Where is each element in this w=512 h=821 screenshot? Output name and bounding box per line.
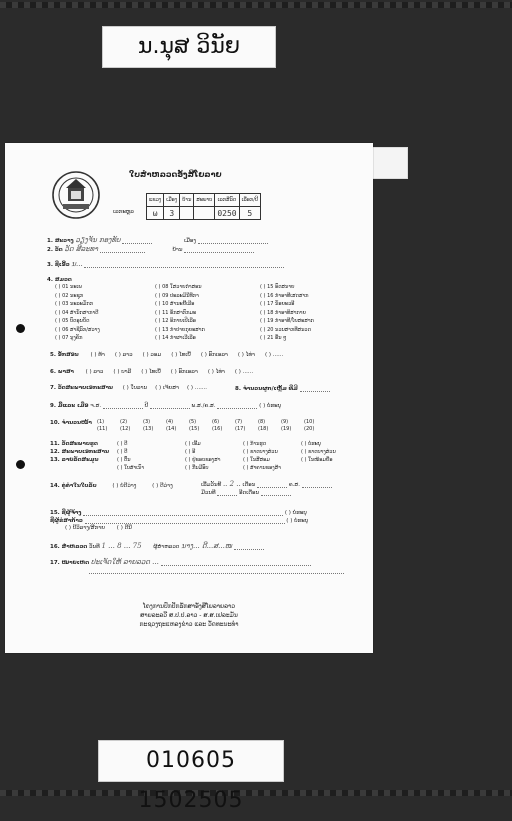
field-16-day: ວັນທີ	[89, 544, 100, 550]
option-item: ( ) ຂາດບາງສ່ວນ	[301, 449, 336, 455]
field-4-option: ( ) 17 ນັອຍະວອີ	[260, 301, 295, 307]
field-15b	[50, 517, 308, 524]
option-item: ( ) ໃນໜ້ອມຍື່ອ	[301, 457, 333, 463]
field-5-option: ( ) ອົກເອລາ	[200, 352, 228, 358]
option-item: ( ) ຢູ່ຂອບຂອງສາ	[185, 457, 221, 463]
field-4-option: ( ) 14 ກຳຜາເວີເລີອ	[155, 335, 196, 341]
field-4-option: ( ) 05 ບົດອຸນບັດ	[55, 318, 90, 324]
footer-line-3: ກະຊວງຖະແຫລງຂ່າວ ແລະ ວັດທະນະທຳ	[139, 621, 239, 628]
field-4-option: ( ) 20 ນວນສາກທີສນວດ	[260, 326, 311, 333]
bottom-label-card: 010605 1502505	[98, 740, 284, 782]
film-edge-bottom	[0, 790, 512, 796]
field-4-option: ( ) 13 ກຳປາຍກຸຍະສາກ	[155, 326, 205, 333]
field-7-option: ( ) .......	[187, 385, 208, 391]
field-10-column: (16)	[212, 426, 223, 432]
option-item: ( ) ສຳຄານຂອງສ້າ	[243, 465, 281, 471]
field-6-option: ( ) ບາລີ	[113, 369, 132, 375]
field-17-line2	[89, 567, 344, 574]
field-3	[47, 260, 284, 268]
field-10-column: (15)	[189, 426, 200, 432]
field-14-era: ຄ.ສ.	[288, 482, 301, 488]
footer-line-1: ໂຄງການປົກປັກຮັກສາອັງສີໂຍລາຍລາວ	[142, 603, 236, 610]
field-10-column: (12)	[120, 426, 131, 432]
code-value: 3	[164, 207, 180, 220]
code-header: ເລກສີລົດ	[215, 194, 239, 207]
field-2-right-label: ບ້ານ	[172, 247, 183, 253]
field-2-label: 2. ວັດ	[47, 247, 63, 253]
field-5-option: ( ) ......	[264, 352, 284, 358]
field-17-label: 17. ໝາຍເຫດ	[50, 560, 90, 566]
field-3-label: 3. ຊື່ເອີ້ວ	[47, 262, 70, 268]
field-10-column: (6)	[212, 419, 220, 425]
field-7-option: ( ) ໃບລານ	[122, 385, 148, 391]
option-item: ( ) ດີ	[117, 441, 128, 447]
code-header: ເມືອງ	[164, 194, 180, 207]
seal-logo	[51, 170, 101, 220]
field-15-opt2: ( ) ດີນີ	[116, 525, 132, 531]
field-15	[50, 509, 307, 516]
field-15-opts	[65, 525, 132, 531]
field-6-option: ( ) ລາວ	[85, 369, 104, 375]
field-4-option: ( ) 18 ກຳອາທິສາກາຍ	[260, 309, 306, 316]
code-value: 5	[239, 207, 260, 220]
field-10-column: (5)	[189, 419, 197, 425]
field-10-column: (2)	[120, 419, 128, 425]
code-value	[180, 207, 194, 220]
field-10-column: (18)	[258, 426, 269, 432]
field-4-option: ( ) 09 ປະລະມິນີທີກາ	[155, 292, 199, 299]
field-5-option: ( ) ໄທເບີ້	[171, 352, 191, 358]
option-item: ( ) ບໍ່ຮະບຸ	[301, 441, 321, 447]
field-6-option: ( ) ໄທ່າ	[207, 369, 225, 375]
reference-label: ເລກະຫຼລ	[113, 209, 134, 215]
field-4-option: ( ) 03 ນະລະມັກກ	[55, 301, 94, 307]
field-15-label2: ຊື່ຜູ້ຂໍສາກ້າວ	[50, 518, 83, 524]
field-9-label: 9. ມື້ແລະ ເມື່ອ	[50, 403, 89, 409]
field-6-option: ( ) ......	[234, 369, 254, 375]
option-item: ( ) ກ້ານຮູດ	[243, 441, 267, 447]
code-header: ແຂວງ	[147, 194, 164, 207]
field-6-option: ( ) ໄທເບີ້	[141, 369, 161, 375]
field-14-opt1: ( ) ບໍ່ດີວ່າງ	[112, 483, 137, 489]
field-10-column: (4)	[166, 419, 174, 425]
field-10-column: (7)	[235, 419, 243, 425]
field-10-column: (1)	[97, 419, 105, 425]
code-header: ເລືອກ/ປີ	[239, 194, 260, 207]
code-grid	[146, 193, 261, 220]
field-4-label: 4. ສມວດ	[47, 277, 72, 283]
field-7-option: ( ) ເຈ້ຍສາ	[155, 385, 180, 391]
field-16-surveyor: ຜູ້ສຳຫລວດ	[153, 544, 180, 550]
option-item: ( ) ເອີ້ມ	[185, 441, 201, 447]
field-8-label: 8. ຈຳນວນຜູກ/ເຫຼັ້ມ ທີ່ມີ	[235, 386, 298, 392]
field-1-right-label: ເມືອງ	[183, 238, 197, 244]
field-4-option: ( ) 02 ນະຊຸກ	[55, 292, 84, 299]
field-10-column: (20)	[304, 426, 315, 432]
top-label-card: ນ.ນຸສ ວິນັຍ	[102, 26, 276, 68]
option-item: ( ) ກີ່ນມີອົບ	[185, 465, 209, 471]
document-title: ໃບສຳຫລວດອັງສີໂຍລາຍ	[129, 170, 222, 179]
option-item: ( ) ໃນສີສອມ	[243, 457, 270, 463]
field-9-era: ຈ.ສ.	[90, 403, 102, 409]
field-13-label: 13. ລາຍລັດສະມຸນ	[50, 457, 99, 463]
field-6	[50, 369, 253, 375]
field-4-option: ( ) 08 ໃສວາຍກຳສອນ	[155, 284, 202, 290]
field-15-unspecified-2: ( ) ບໍ່ຮະບຸ	[286, 518, 309, 524]
field-4-option: ( ) 19 ກຳອາທີ/ໂຍສະສາກ	[260, 318, 314, 324]
field-15-opt1: ( ) ບີວິລາງ/ສີກາຍ	[65, 525, 106, 531]
field-11-label: 11. ວັດສະພາບຂູດ	[50, 441, 98, 447]
field-15-label: 15. ຊື່ຜູ້ຈ້າງ	[50, 510, 82, 516]
field-9-year: ປີ	[144, 403, 149, 409]
field-4-option: ( ) 15 ອົດສນາຍ	[260, 284, 295, 290]
field-4-option: ( ) 04 ສຳນັກສາກາດີ	[55, 309, 99, 316]
field-4-option: ( ) 07 ນຸງຄັກ	[55, 335, 83, 341]
field-8	[235, 385, 330, 392]
field-16	[50, 542, 264, 550]
field-4-option: ( ) 11 ອຶກສາກົກມະ	[155, 309, 197, 316]
field-4-option: ( ) 01 ນະເພ	[55, 284, 82, 290]
field-12-label: 12. ສະພາບເອກະສານ	[50, 449, 109, 455]
code-header: ບ້ານ	[180, 194, 194, 207]
field-10-column: (3)	[143, 419, 151, 425]
code-value: ω	[147, 207, 164, 220]
field-9-unspecified: ( ) ບໍ່ຮະບຸ	[259, 403, 282, 409]
field-4-option: ( ) 12 ອິກາຍເປີເລີອ	[155, 318, 196, 324]
film-edge-top	[0, 2, 512, 8]
field-9-era2: ພ.ສ./ຄ.ສ.	[191, 403, 216, 409]
field-10-column: (17)	[235, 426, 246, 432]
field-6-option: ( ) ອົກເອລາ	[170, 369, 198, 375]
field-16-surveyor-value: ນາງ... ດີ...ສ...ໜ	[181, 542, 233, 550]
option-item: ( ) ອີ	[185, 449, 196, 455]
option-item: ( ) ຕົ້ນ	[117, 457, 131, 463]
field-14-end-month: ອີດເດືອນ	[239, 490, 260, 496]
field-1-label: 1. ສະວາງ	[47, 238, 74, 244]
field-1	[47, 236, 268, 244]
field-17-note: ປະເຈັດໃຫ້ ລາຍລວດ ...	[90, 558, 159, 566]
field-1-value: ວຽງຈັນ ກອງທັບ	[75, 236, 121, 244]
field-3-value: ນ...	[71, 260, 83, 268]
field-6-label: 6. ພາສາ	[50, 369, 74, 375]
field-14-dates: ເລີ້ມວັນທີ .. 2 .. ເດືອນ ຄ.ສ.	[201, 480, 332, 488]
field-7	[50, 385, 207, 391]
field-9	[50, 402, 281, 409]
field-14-end-day: ມີວນທີ	[201, 490, 216, 496]
field-10-column: (19)	[281, 426, 292, 432]
punch-hole	[16, 460, 25, 469]
field-14-dates-2	[201, 489, 291, 496]
field-16-date-value: 1 ... 8 ... 75	[101, 542, 142, 550]
field-5-label: 5. ອັກສອນ	[50, 352, 79, 358]
field-10-label: 10. ຈຳນວນໜ້າ	[50, 420, 92, 426]
field-4-option: ( ) 16 ກຳອາທີເສດສາກ	[260, 292, 309, 299]
field-4-option: ( ) 10 ສຳນະຍີ້ເລີອ	[155, 301, 195, 307]
code-header: ສະພາບ	[194, 194, 215, 207]
field-14-month: ເດືອນ	[242, 482, 256, 488]
option-item: ( ) ໃບສຳເນົາ	[117, 465, 145, 471]
field-5-option: ( ) ລາວ	[114, 352, 133, 358]
option-item: ( ) ຂາດບາງສ່ວນ	[243, 449, 278, 455]
field-15-unspecified-1: ( ) ບໍ່ຮະບຸ	[284, 510, 307, 516]
code-value	[194, 207, 215, 220]
field-14-opt2: ( ) ດີວ່າງ	[152, 483, 173, 489]
field-10-column: (9)	[281, 419, 289, 425]
paper-tab	[368, 147, 408, 179]
field-5-option: ( ) ທ້າ	[90, 352, 105, 358]
option-item: ( ) ດີ	[117, 449, 128, 455]
field-5-option: ( ) ໄທ່າ	[237, 352, 255, 358]
field-2	[47, 245, 254, 253]
field-17	[50, 558, 311, 566]
field-10-column: (14)	[166, 426, 177, 432]
field-10-column: (13)	[143, 426, 154, 432]
field-5	[50, 352, 283, 358]
field-14	[50, 483, 173, 489]
field-2-value: ວັດ ສີລະທາ	[64, 245, 98, 253]
field-10-column: (11)	[97, 426, 108, 432]
punch-hole	[16, 324, 25, 333]
field-4-option: ( ) 06 ສາຊີລົກ/ສວາງ	[55, 326, 100, 333]
field-10-column: (10)	[304, 419, 315, 425]
field-4-option: ( ) 21 ອື່ນ ໆ	[260, 335, 287, 341]
field-5-option: ( ) ວອມ	[142, 352, 162, 358]
field-10-column: (8)	[258, 419, 266, 425]
code-value: 0250	[215, 207, 239, 220]
field-16-label: 16. ສຳຫລວດ	[50, 544, 88, 550]
manuscript-form	[5, 143, 373, 653]
field-14-start-day: ເລີ້ມວັນທີ	[201, 482, 222, 488]
field-14-label: 14. ຄູ່ຄຳໃນໃບລັບ	[50, 483, 97, 489]
field-7-label: 7. ວັດສະພາບເອກະສານ	[50, 385, 113, 391]
footer-line-2: ສາຍລະລວີ ສ.ປ.ປ.ລາວ - ສ.ສ.ເຢລະມັນ	[140, 612, 238, 619]
